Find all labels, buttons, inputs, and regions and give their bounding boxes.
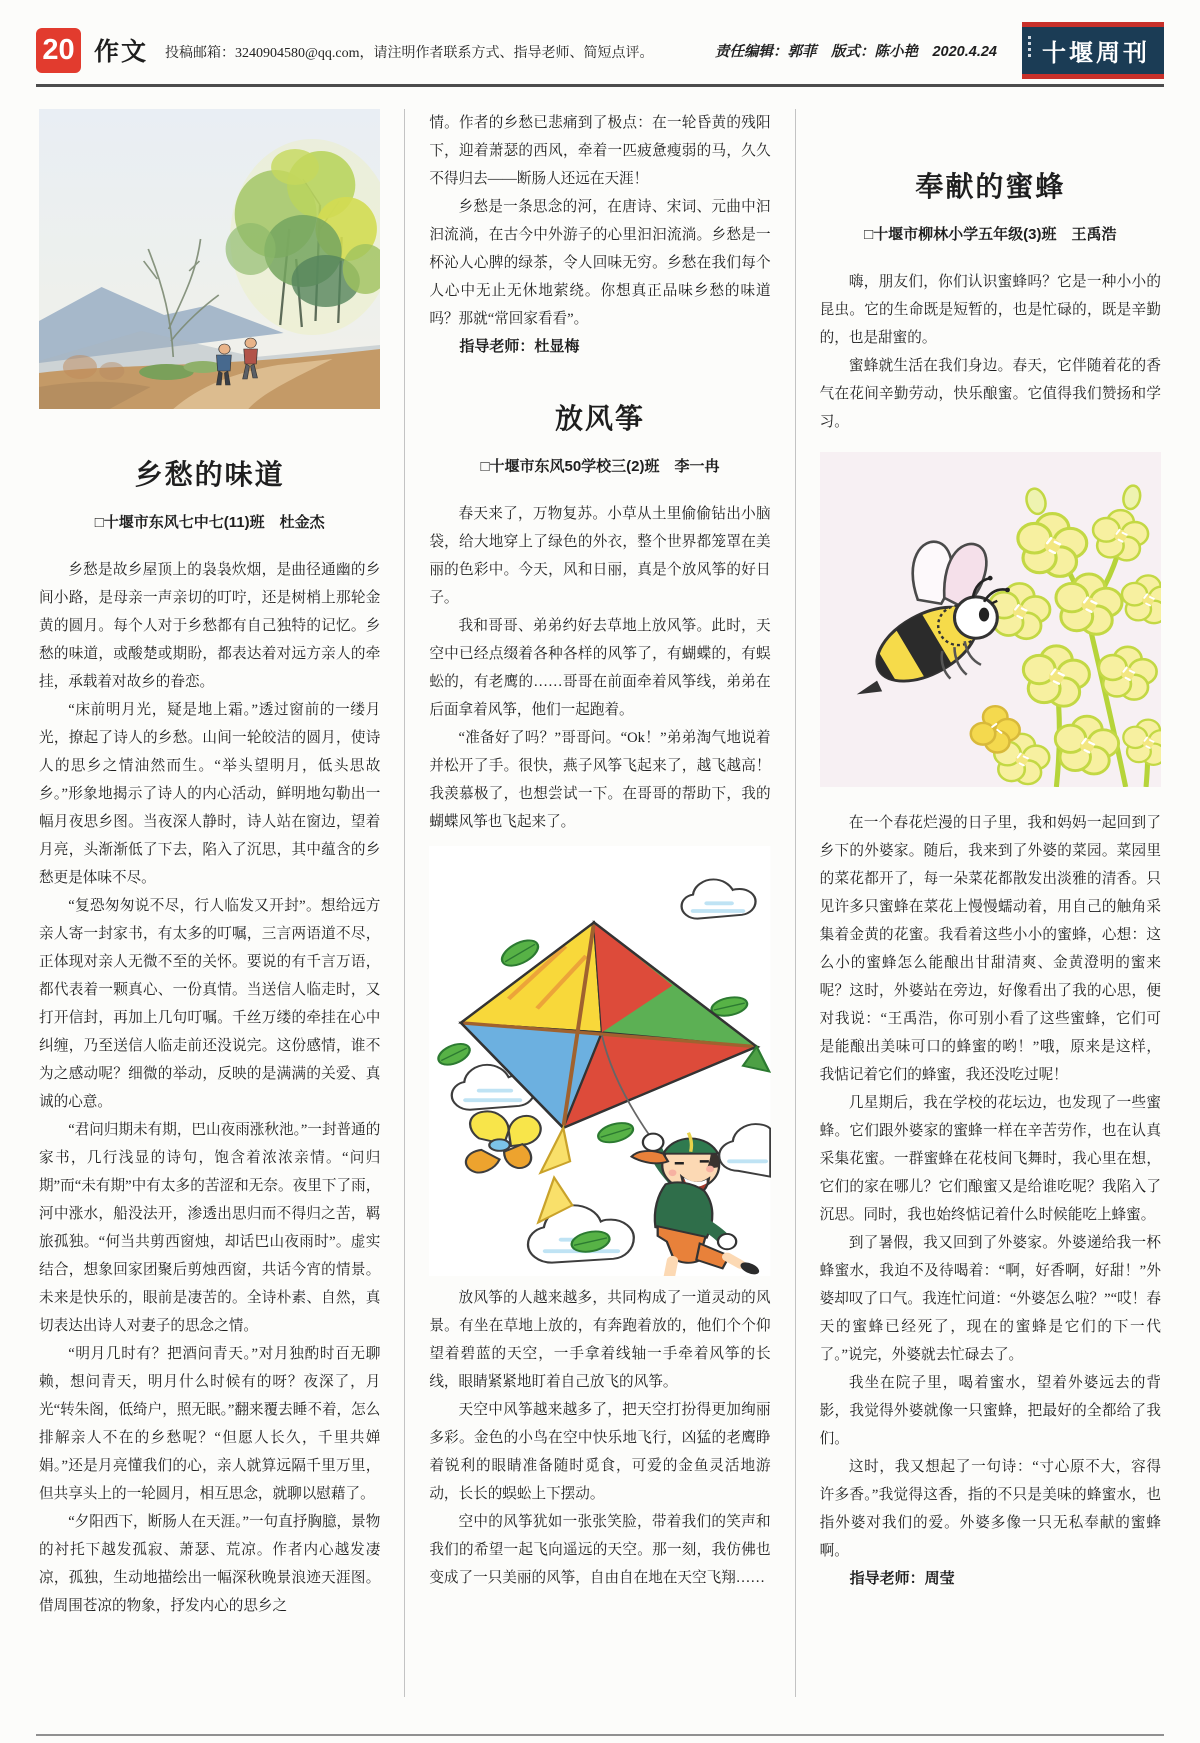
article-title-kite: 放风筝 xyxy=(554,404,645,435)
teacher-credit-bee: 指导老师：周莹 xyxy=(849,1569,955,1587)
page-number-badge: 20 xyxy=(36,28,81,73)
watercolor-painting-image xyxy=(39,109,380,409)
paragraph: 乡愁是一条思念的河，在唐诗、宋词、元曲中汩汩流淌，在古今中外游子的心里汩汩流淌。乡愁是一杯沁人心脾的绿茶，令人回味无穷。乡愁在我们每个人心中无止无休地萦绕。你想真正品味乡愁的味道吗？那就“常回家看看”。 xyxy=(429,199,771,327)
paragraph: 放风筝的人越来越多，共同构成了一道灵动的风景。有坐在草地上放的，有奔跑着放的，他们个个仰望着碧蓝的天空，一手拿着线轴一手牵着风筝的长线，眼睛紧紧地盯着自己放飞的风筝。 xyxy=(429,1289,771,1390)
paragraph: “夕阳西下，断肠人在天涯。”一句直抒胸臆，景物的衬托下越发孤寂、萧瑟、荒凉。作者内心越发凄凉，孤独，生动地描绘出一幅深秋晚景浪迹天涯图。借周围苍凉的物象，抒发内心的思乡之 xyxy=(39,1513,381,1614)
bee-illustration-image xyxy=(820,452,1161,787)
paragraph: 我和哥哥、弟弟约好去草地上放风筝。此时，天空中已经点缀着各种各样的风筝了，有蝴蝶的，有蜈蚣的，有老鹰的……哥哥在前面牵着风筝线，弟弟在后面拿着风筝，他们一起跑着。 xyxy=(429,617,771,718)
paragraph: “复恐匆匆说不尽，行人临发又开封”。想给远方亲人寄一封家书，有太多的叮嘱，三言两语道不尽，正体现对亲人无微不至的关怀。要说的有千言万语，都代表着一颗真心、一份真情。当送信人临走时，又打开信封，再加上几句叮嘱。千丝万缕的牵挂在心中纠缠，乃至送信人临走前还没说完。这份感情，谁不为之感动呢？细微的举动，反映的是满满的关爱、真诚的心意。 xyxy=(39,897,381,1110)
section-title: 作文 xyxy=(94,38,149,66)
masthead xyxy=(1022,22,1164,79)
paragraph: 蜜蜂就生活在我们身边。春天，它伴随着花的香气在花间辛勤劳动，快乐酿蜜。它值得我们赞扬和学习。 xyxy=(819,357,1161,430)
paragraph: 我坐在院子里，喝着蜜水，望着外婆远去的背影，我觉得外婆就像一只蜜蜂，把最好的全都给了我们。 xyxy=(819,1374,1161,1447)
paragraph: 在一个春花烂漫的日子里，我和妈妈一起回到了乡下的外婆家。随后，我来到了外婆的菜园。菜园里的菜花都开了，每一朵菜花都散发出淡雅的清香。只见许多只蜜蜂在菜花上慢慢蠕动着，用自己的触角采集着金黄的花蜜。我看着这些小小的蜜蜂，心想：这么小的蜜蜂怎么能酿出甘甜清爽、金黄澄明的蜜来呢？这时，外婆站在旁边，好像看出了我的心思，便对我说：“王禹浩，你可别小看了这些蜜蜂，它们可是能酿出美味可口的蜂蜜的哟！”哦，原来是这样，我惦记着它们的蜂蜜，我还没吃过呢！ xyxy=(819,814,1161,1083)
column-2 xyxy=(404,109,794,1697)
article-title-homesickness: 乡愁的味道 xyxy=(134,460,285,491)
column-1 xyxy=(36,109,404,1697)
paragraph: 乡愁是故乡屋顶上的袅袅炊烟，是曲径通幽的乡间小路，是母亲一声亲切的叮咛，还是树梢上那轮金黄的圆月。每个人对于乡愁都有自己独特的记忆。乡愁的味道，或酸楚或期盼，都表达着对远方亲人的牵挂，承载着对故乡的眷恋。 xyxy=(39,561,381,690)
paragraph: 天空中风筝越来越多了，把天空打扮得更加绚丽多彩。金色的小鸟在空中快乐地飞行，凶猛的老鹰睁着锐利的眼睛准备随时觅食，可爱的金鱼灵活地游动，长长的蜈蚣上下摆动。 xyxy=(429,1401,771,1502)
page-bottom-divider xyxy=(36,1734,1164,1736)
page-header xyxy=(36,0,1164,84)
paragraph: “君问归期未有期，巴山夜雨涨秋池。”一封普通的家书，几行浅显的诗句，饱含着浓浓亲情。“问归期”而“未有期”中有太多的苦涩和无奈。夜里下了雨，河中涨水，船没法开，渗透出思归而不得归之苦，羁旅孤独。“何当共剪西窗烛，却话巴山夜雨时”。虚实结合，想象回家团聚后剪烛西窗，共话今宵的情景。未来是快乐的，眼前是凄苦的。全诗朴素、自然，真切表达出诗人对妻子的思念之情。 xyxy=(39,1121,381,1334)
editor-info: 责任编辑：郭菲 版式：陈小艳 2020.4.24 xyxy=(714,43,997,60)
paragraph: 几星期后，我在学校的花坛边，也发现了一些蜜蜂。它们跟外婆家的蜜蜂一样在辛苦劳作，也在认真采集花蜜。一群蜜蜂在花枝间飞舞时，我心里在想，它们的家在哪儿？它们酿蜜又是给谁吃呢？我陷入了沉思。同时，我也始终惦记着什么时候能吃上蜂蜜。 xyxy=(819,1094,1161,1223)
article-title-bee: 奉献的蜜蜂 xyxy=(915,172,1066,203)
masthead-vertical-mark xyxy=(1028,36,1031,57)
masthead-title: 十堰周刊 xyxy=(1042,40,1150,67)
paragraph: 到了暑假，我又回到了外婆家。外婆递给我一杯蜂蜜水，我迫不及待喝着：“啊，好香啊，好甜！”外婆却叹了口气。我连忙问道：“外婆怎么啦？”“哎！春天的蜜蜂已经死了，现在的蜜蜂是它们的下一代了。”说完，外婆就去忙碌去了。 xyxy=(819,1234,1161,1363)
paragraph: “床前明月光，疑是地上霜。”透过窗前的一缕月光，撩起了诗人的乡愁。山间一轮皎洁的圆月，使诗人的思乡之情油然而生。“举头望明月，低头思故乡。”形象地揭示了诗人的内心活动，鲜明地勾勒出一幅月夜思乡图。当夜深人静时，诗人站在窗边，望着月亮，头渐渐低了下去，陷入了沉思，其中蕴含的乡愁更是体味不尽。 xyxy=(39,701,381,886)
teacher-credit-homesickness: 指导老师：杜显梅 xyxy=(459,338,580,355)
paragraph: 空中的风筝犹如一张张笑脸，带着我们的笑声和我们的希望一起飞向遥远的天空。那一刻，我仿佛也变成了一只美丽的风筝，自由自在地在天空飞翔…… xyxy=(429,1513,771,1586)
paragraph: 嗨，朋友们，你们认识蜜蜂吗？它是一种小小的昆虫。它的生命既是短暂的，也是忙碌的，既是辛勤的，也是甜蜜的。 xyxy=(819,273,1161,346)
paragraph: 春天来了，万物复苏。小草从土里偷偷钻出小脑袋，给大地穿上了绿色的外衣，整个世界都笼罩在美丽的色彩中。今天，风和日丽，真是个放风筝的好日子。 xyxy=(429,505,771,606)
paragraph: 这时，我又想起了一句诗：“寸心原不大，容得许多香。”我觉得这香，指的不只是美味的蜂蜜水，也指外婆对我们的爱。外婆多像一只无私奉献的蜜蜂啊。 xyxy=(819,1458,1161,1559)
paragraph: 情。作者的乡愁已悲痛到了极点：在一轮昏黄的残阳下，迎着萧瑟的西风，牵着一匹疲惫瘦弱的马，久久不得归去——断肠人还远在天涯！ xyxy=(429,115,771,187)
article-columns xyxy=(36,87,1164,1697)
column-3 xyxy=(795,109,1164,1697)
paragraph: “明月几时有？把酒问青天。”对月独酌时百无聊赖，想问青天，明月什么时候有的呀？夜深了，月光“转朱阁，低绮户，照无眠。”翻来覆去睡不着，怎么排解亲人不在的乡愁呢？“但愿人长久，千里共婵娟。”还是月亮懂我们的心，亲人就算远隔千里万里，但共享头上的一轮圆月，相互思念，就聊以慰藉了。 xyxy=(39,1345,381,1502)
submission-note: 投稿邮箱：3240904580@qq.com，请注明作者联系方式、指导老师、简短点评。 xyxy=(165,46,654,61)
kite-illustration-image xyxy=(429,846,770,1276)
article-byline-bee: □十堰市柳林小学五年级(3)班 王禹浩 xyxy=(864,225,1117,243)
paragraph: “准备好了吗？”哥哥问。“Ok！”弟弟淘气地说着并松开了手。很快，燕子风筝飞起来了，越飞越高！我羡慕极了，也想尝试一下。在哥哥的帮助下，我的蝴蝶风筝也飞起来了。 xyxy=(429,729,771,830)
article-byline-homesickness: □十堰市东风七中七(11)班 杜金杰 xyxy=(94,513,325,531)
article-byline-kite: □十堰市东风50学校三(2)班 李一冉 xyxy=(480,457,720,475)
